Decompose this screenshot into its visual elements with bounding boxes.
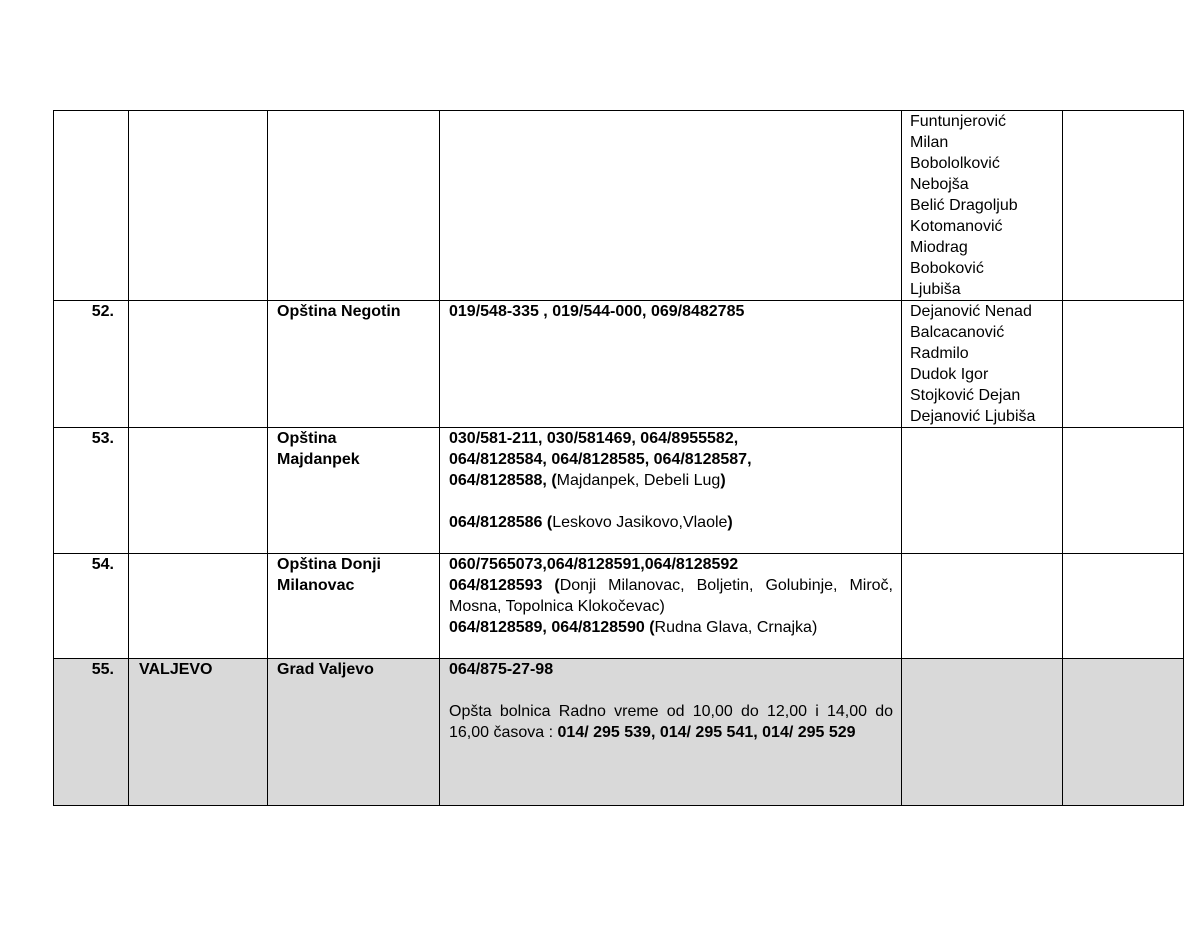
person-name: Nebojša	[910, 176, 969, 193]
table-row	[54, 428, 1184, 554]
names-cell	[902, 554, 1063, 659]
row-number	[54, 111, 129, 301]
person-name: Milan	[910, 134, 949, 151]
municipality-line: Opština	[277, 430, 337, 447]
paren-close: )	[727, 514, 733, 531]
phone-line: 064/875-27-98	[449, 661, 554, 678]
city-cell	[129, 301, 268, 428]
city-cell	[129, 428, 268, 554]
person-name: Dudok Igor	[910, 366, 989, 383]
city-cell: VALJEVO	[129, 659, 268, 806]
phone-line	[449, 470, 893, 491]
notes-cell	[1063, 554, 1184, 659]
phone-line	[449, 512, 893, 533]
notes-cell	[1063, 301, 1184, 428]
person-name: Stojković Dejan	[910, 387, 1021, 404]
person-name: Dejanović Ljubiša	[910, 408, 1036, 425]
table-row	[54, 659, 1184, 806]
row-number: 55.	[54, 659, 129, 806]
phone-line: 060/7565073,064/8128591,064/8128592	[449, 556, 739, 573]
place-names: Donji Milanovac, Boljetin, Golubinje, Miroč, Mosna, Topolnica Klokočevac)	[449, 577, 893, 615]
person-name: Bobololković	[910, 155, 1000, 172]
phones-cell	[440, 659, 902, 806]
person-name: Kotomanović	[910, 218, 1003, 235]
person-name: Funtunjerović	[910, 113, 1007, 130]
phone-numbers: 014/ 295 539, 014/ 295 541, 014/ 295 529	[557, 724, 856, 741]
municipality-cell	[268, 111, 440, 301]
city-cell	[129, 111, 268, 301]
notes-cell	[1063, 428, 1184, 554]
table-row	[54, 301, 1184, 428]
place-names: Majdanpek, Debeli Lug	[556, 472, 721, 489]
municipality-cell	[268, 428, 440, 554]
row-number: 53.	[54, 428, 129, 554]
person-name: Ljubiša	[910, 281, 961, 298]
phones-cell	[440, 554, 902, 659]
phone-numbers: 064/8128593 (	[449, 577, 560, 594]
phone-paragraph	[449, 701, 893, 743]
contacts-table	[53, 110, 1184, 806]
person-name: Belić Dragoljub	[910, 197, 1018, 214]
phones-cell	[440, 428, 902, 554]
row-number: 52.	[54, 301, 129, 428]
names-cell	[902, 659, 1063, 806]
city-cell	[129, 554, 268, 659]
phone-line: 030/581-211, 030/581469, 064/8955582,	[449, 430, 739, 447]
phone-line: 064/8128584, 064/8128585, 064/8128587,	[449, 451, 752, 468]
names-cell	[902, 301, 1063, 428]
names-cell	[902, 428, 1063, 554]
phone-numbers: 064/8128589, 064/8128590 (	[449, 619, 655, 636]
phone-numbers: 064/8128586 (	[449, 514, 553, 531]
table-row	[54, 554, 1184, 659]
phone-paragraph	[449, 617, 893, 638]
municipality-cell	[268, 554, 440, 659]
person-name: Boboković	[910, 260, 984, 277]
municipality-line: Opština Donji	[277, 556, 381, 573]
phone-numbers: 064/8128588, (	[449, 472, 557, 489]
spacer	[449, 491, 893, 512]
phone-paragraph	[449, 575, 893, 617]
person-name: Miodrag	[910, 239, 968, 256]
person-name: Dejanović Nenad	[910, 303, 1032, 320]
municipality-cell: Grad Valjevo	[268, 659, 440, 806]
names-cell	[902, 111, 1063, 301]
person-name: Radmilo	[910, 345, 969, 362]
phones-cell: 019/548-335 , 019/544-000, 069/8482785	[440, 301, 902, 428]
place-names: Leskovo Jasikovo,Vlaole	[552, 514, 728, 531]
place-names: Rudna Glava, Crnajka)	[654, 619, 818, 636]
municipality-line: Majdanpek	[277, 451, 360, 468]
notes-cell	[1063, 659, 1184, 806]
hospital-hours: Opšta bolnica Radno vreme od 10,00 do 12,00 i 14,00 do 16,00 časova :	[449, 703, 893, 741]
row-number: 54.	[54, 554, 129, 659]
table-row	[54, 111, 1184, 301]
municipality-line: Milanovac	[277, 577, 355, 594]
notes-cell	[1063, 111, 1184, 301]
person-name: Balcacanović	[910, 324, 1005, 341]
municipality-cell: Opština Negotin	[268, 301, 440, 428]
phones-cell	[440, 111, 902, 301]
paren-close: )	[720, 472, 726, 489]
spacer	[449, 680, 893, 701]
